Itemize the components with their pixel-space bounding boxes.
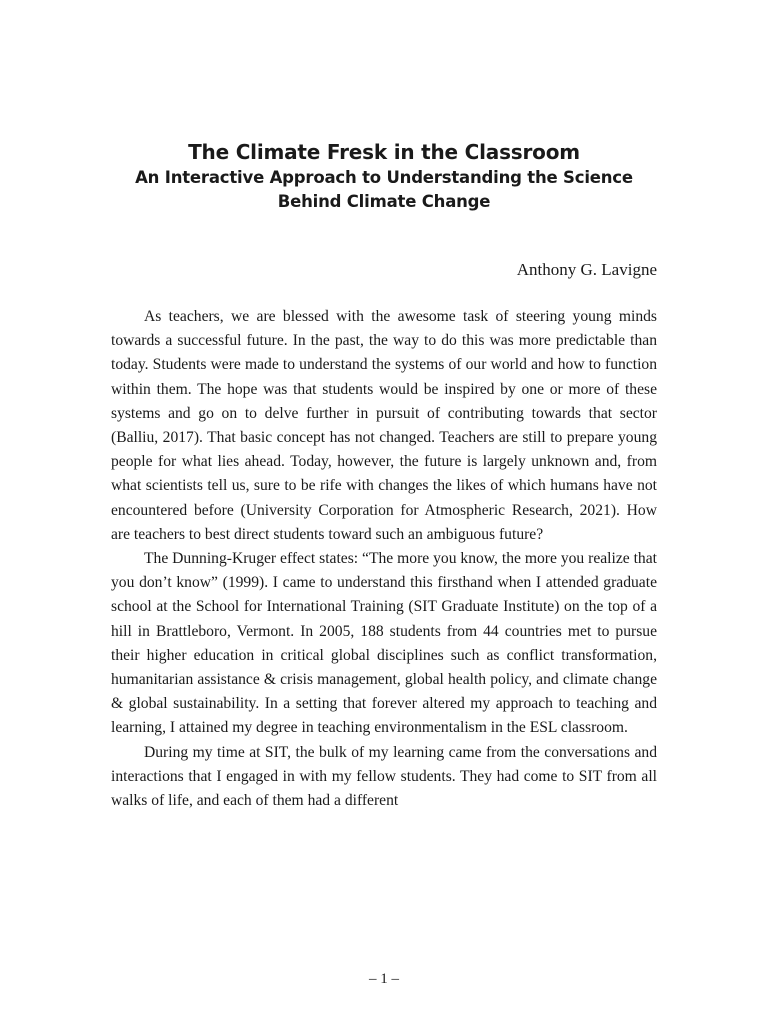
paragraph-1: As teachers, we are blessed with the awesome task of steering young minds towards a successful future. In the past, the way to do this was more predictable than today. Students were made to understand the systems of our world and how to function within them. The hope was that students would be inspired by one or more of these systems and go on to delve further in pursuit of contributing towards that sector (Balliu, 2017). That basic concept has not changed. Teachers are still to prepare young people for what lies ahead. Today, however, the future is largely unknown and, from what scientists tell us, sure to be rife with changes the likes of which humans have not encountered before (University Corporation for Atmospheric Research, 2021). How are teachers to best direct students toward such an ambiguous future? (111, 308, 657, 543)
document-subtitle-line-1: An Interactive Approach to Understanding the Science (135, 168, 633, 187)
page-number: – 1 – (369, 971, 399, 987)
document-subtitle-line-2: Behind Climate Change (277, 192, 491, 211)
author-name: Anthony G. Lavigne (516, 260, 657, 279)
document-title: The Climate Fresk in the Classroom (188, 140, 580, 164)
body-text (111, 305, 657, 813)
paragraph-3: During my time at SIT, the bulk of my learning came from the conversations and interactions that I engaged in with my fellow students. They had come to SIT from all walks of life, and each of them had a different (111, 743, 657, 810)
paragraph-2: The Dunning-Kruger effect states: “The more you know, the more you realize that you don’t know” (1999). I came to understand this firsthand when I attended graduate school at the School for International Training (SIT Graduate Institute) on the top of a hill in Brattleboro, Vermont. In 2005, 188 students from 44 countries met to pursue their higher education in critical global disciplines such as conflict transformation, humanitarian assistance & crisis management, global health policy, and climate change & global sustainability. In a setting that forever altered my approach to teaching and learning, I attained my degree in teaching environmentalism in the ESL classroom. (111, 550, 657, 737)
title-block (0, 138, 768, 214)
